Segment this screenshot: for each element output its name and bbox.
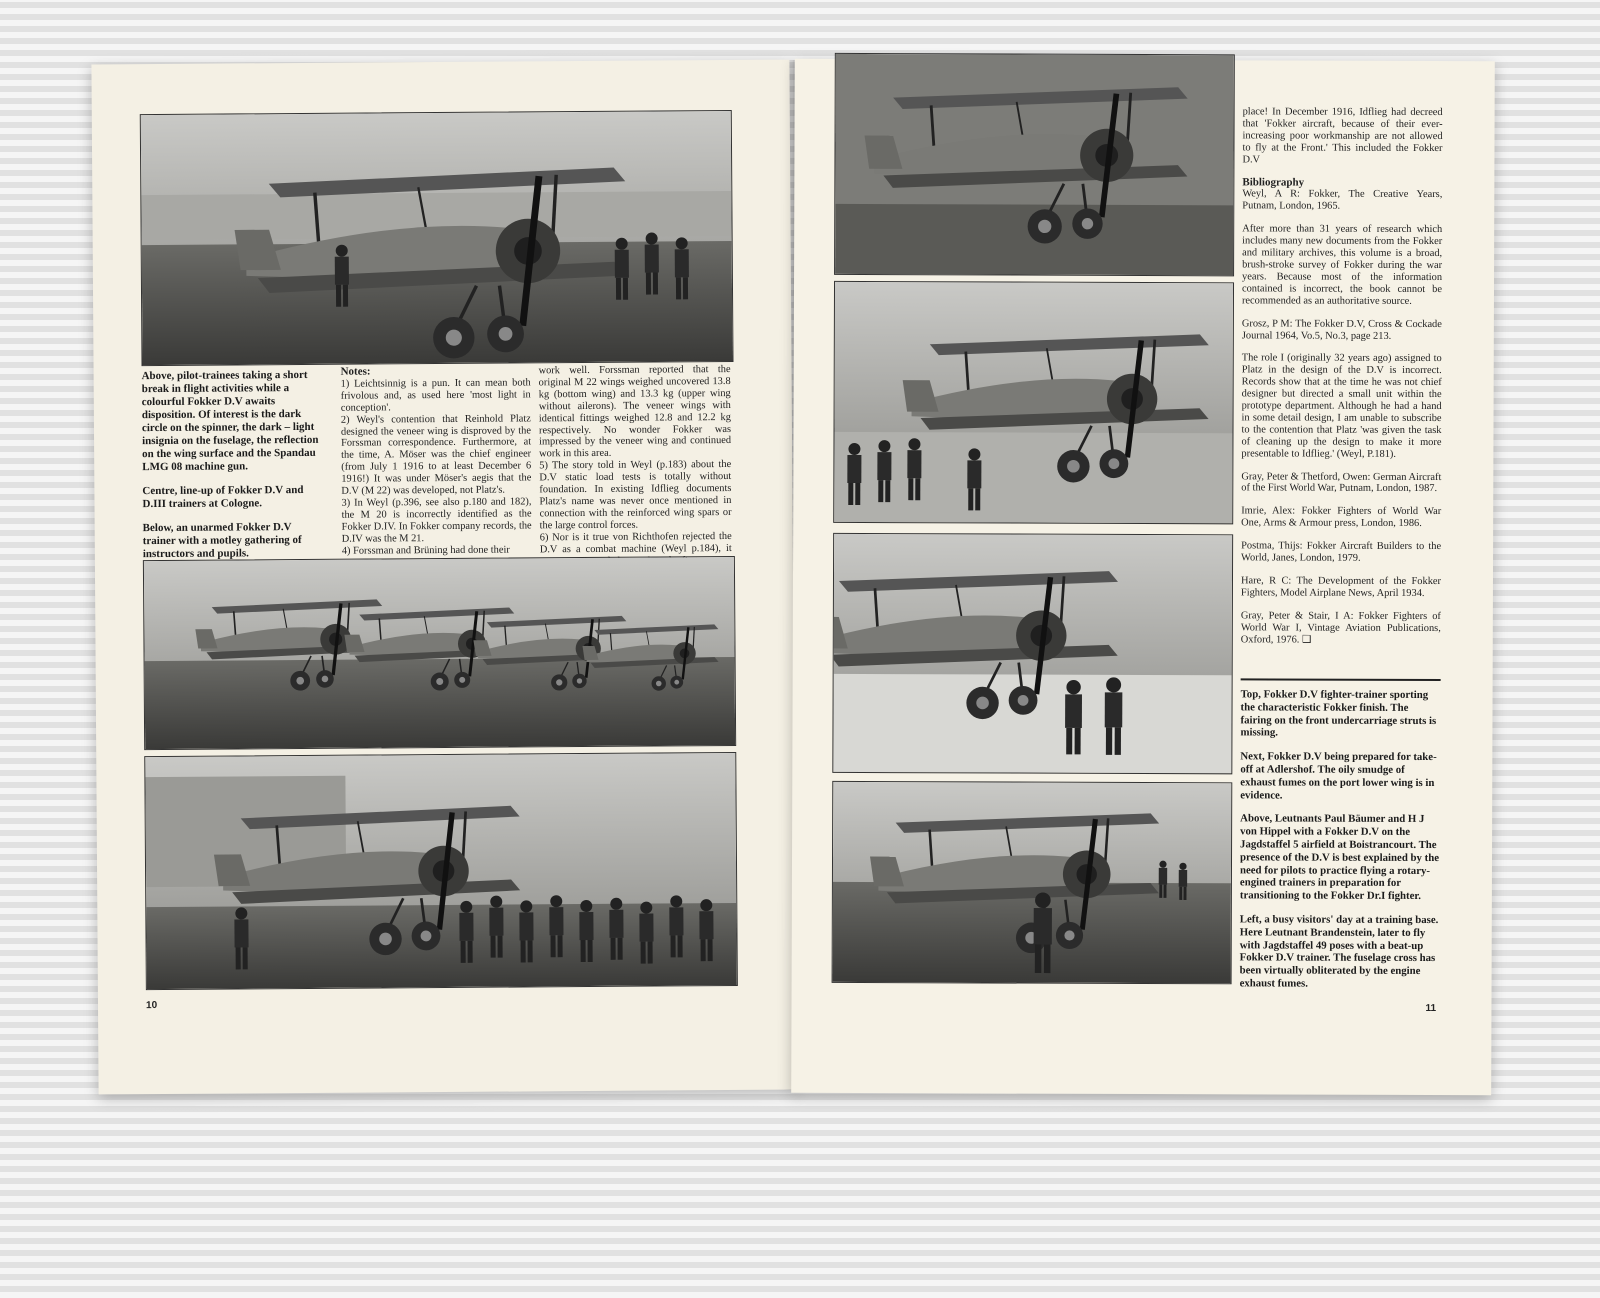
bibliography-entry: Gray, Peter & Thetford, Owen: German Aircraft of the First World War, Putnam, London, 1987. xyxy=(1241,470,1442,495)
top-fighter-trainer-photo xyxy=(834,53,1235,276)
caption-below: Below, an unarmed Fokker D.V trainer with a motley gathering of instructors and pupils. xyxy=(142,521,302,561)
notes-title: Notes: xyxy=(340,365,371,378)
bibliography-title: Bibliography xyxy=(1242,175,1305,189)
bibliography-column xyxy=(1241,106,1443,657)
note-5: 5) The story told in Weyl (p.183) about the D.V static load tests is totally without foundation. In existing Idflieg documents Platz's name was never once mentioned in connection with the reinforced wing spars or the large control forces. xyxy=(539,459,732,532)
right-caption xyxy=(1240,688,1441,1001)
bibliography-entry: The role I (originally 32 years ago) assigned to Platz in the design of the D.V is incorrect. Records show that at the time he was not chief designer but directed a small unit within the prototype department. Although he had a hand in some detail design, I am unable to subscribe to the contention that Platz 'was given the task of cleaning up the design to make it more presentable to Idflieg.' (Weyl, P.181). xyxy=(1241,352,1442,460)
caption-divider xyxy=(1241,678,1441,681)
note-1: 1) Leichtsinnig is a pun. It can mean both frivolous and, as used here 'most light in conception'. xyxy=(340,377,531,414)
right-page xyxy=(791,59,1495,1095)
caption-top: Top, Fokker D.V fighter-trainer sporting the characteristic Fokker finish. The fairing on the front undercarriage struts is missing. xyxy=(1240,688,1437,739)
brandenstein-photo xyxy=(832,781,1233,984)
page-number-right: 11 xyxy=(1425,1002,1437,1015)
page-number-left: 10 xyxy=(145,1000,158,1012)
bibliography-entry: Imrie, Alex: Fokker Fighters of World War One, Arms & Armour press, London, 1986. xyxy=(1241,505,1442,530)
note-2: 2) Weyl's contention that Reinhold Platz designed the veneer wing is disproved by the Forssman correspondence. Furthermore, at the time, A. Möser was the chief engineer (from July 1 1916 to at least December 6 1916!) It was under Möser's aegis that the D.V (M 22) was developed, not Platz's. xyxy=(340,413,532,497)
pilot-trainees-photo xyxy=(140,110,734,366)
lineup-photo xyxy=(143,556,736,750)
caption-centre: Centre, line-up of Fokker D.V and D.III trainers at Cologne. xyxy=(142,483,304,511)
boistrancourt-photo xyxy=(832,533,1233,774)
bibliography-entry: Weyl, A R: Fokker, The Creative Years, Putnam, London, 1965. xyxy=(1242,188,1443,213)
bibliography-entry: Postma, Thijs: Fokker Aircraft Builders to the World, Janes, London, 1979. xyxy=(1241,540,1442,564)
note-4: 4) Forssman and Brüning had done their xyxy=(341,544,510,557)
bibliography-entry: Gray, Peter & Stair, I A: Fokker Fighters of World War I, Vintage Aviation Publications, Oxford, 1976. ❑ xyxy=(1240,610,1441,646)
notes-column-2 xyxy=(539,364,732,568)
instructors-photo xyxy=(144,752,738,990)
adlershof-photo xyxy=(833,281,1234,524)
note-3: 3) In Weyl (p.396, see also p.180 and 182), the M 20 is incorrectly identified as the Fokker D.IV. In Fokker company records, the D.IV was the M 21. xyxy=(341,496,532,545)
note-6: 6) Nor is it true von Richthofen rejected the D.V as a combat machine (Weyl p.184), it xyxy=(539,530,732,555)
intro-text: place! In December 1916, Idflieg had decreed that 'Fokker aircraft, because of their ever-increasing poor workmanship are not allowed to fly at the Front.' This included the Fokker D.V xyxy=(1242,106,1443,166)
bibliography-entry: After more than 31 years of research which includes many new documents from the Fokker and military archives, this volume is a broad, brush-stroke survey of Fokker during the war years. Because most of the information contained is incorrect, the book cannot be recommended as an authoritative source. xyxy=(1241,223,1443,307)
caption-above: Above, pilot-trainees taking a short break in flight activities while a colourful Fokker D.V awaits disposition. Of interest is the dark circle on the spinner, the dark – light insignia on the fuselage, the reflection on the wing surface and the Spandau LMG 08 machine gun. xyxy=(141,368,319,474)
caption-above-right: Above, Leutnants Paul Bäumer and H J von Hippel with a Fokker D.V on the Jagdstaffel 5 airfield at Boistrancourt. The presence of the D.V is best explained by the need for pilots to practice flying a rotary-engined trainers in preparation for transitioning to the Fokker Dr.I fighter. xyxy=(1239,812,1440,903)
left-caption xyxy=(142,369,325,572)
bibliography-entry: Grosz, P M: The Fokker D.V, Cross & Cockade Journal 1964, Vo.5, No.3, page 213. xyxy=(1241,317,1442,342)
notes-column-1 xyxy=(341,365,532,557)
caption-next: Next, Fokker D.V being prepared for take-off at Adlershof. The oily smudge of exhaust fumes on the port lower wing is in evidence. xyxy=(1240,750,1437,802)
left-page xyxy=(91,60,796,1095)
caption-left: Left, a busy visitors' day at a training base. Here Leutnant Brandenstein, later to fly with Jagdstaffel 49 poses with a beat-up Fokker D.V trainer. The fuselage cross has been virtually obliterated by the engine exhaust fumes. xyxy=(1239,913,1439,990)
note-4-cont: work well. Forssman reported that the original M 22 wings weighed uncovered 13.8 kg (bottom wing) and 13.3 kg (upper wing without ailerons). The veneer wings with identical fittings weighed 12.8 and 12.2 kg respectively. No wonder Fokker was impressed by the veneer wing and continued work in this area. xyxy=(538,363,732,460)
bibliography-entry: Hare, R C: The Development of the Fokker Fighters, Model Airplane News, April 1934. xyxy=(1240,575,1442,599)
